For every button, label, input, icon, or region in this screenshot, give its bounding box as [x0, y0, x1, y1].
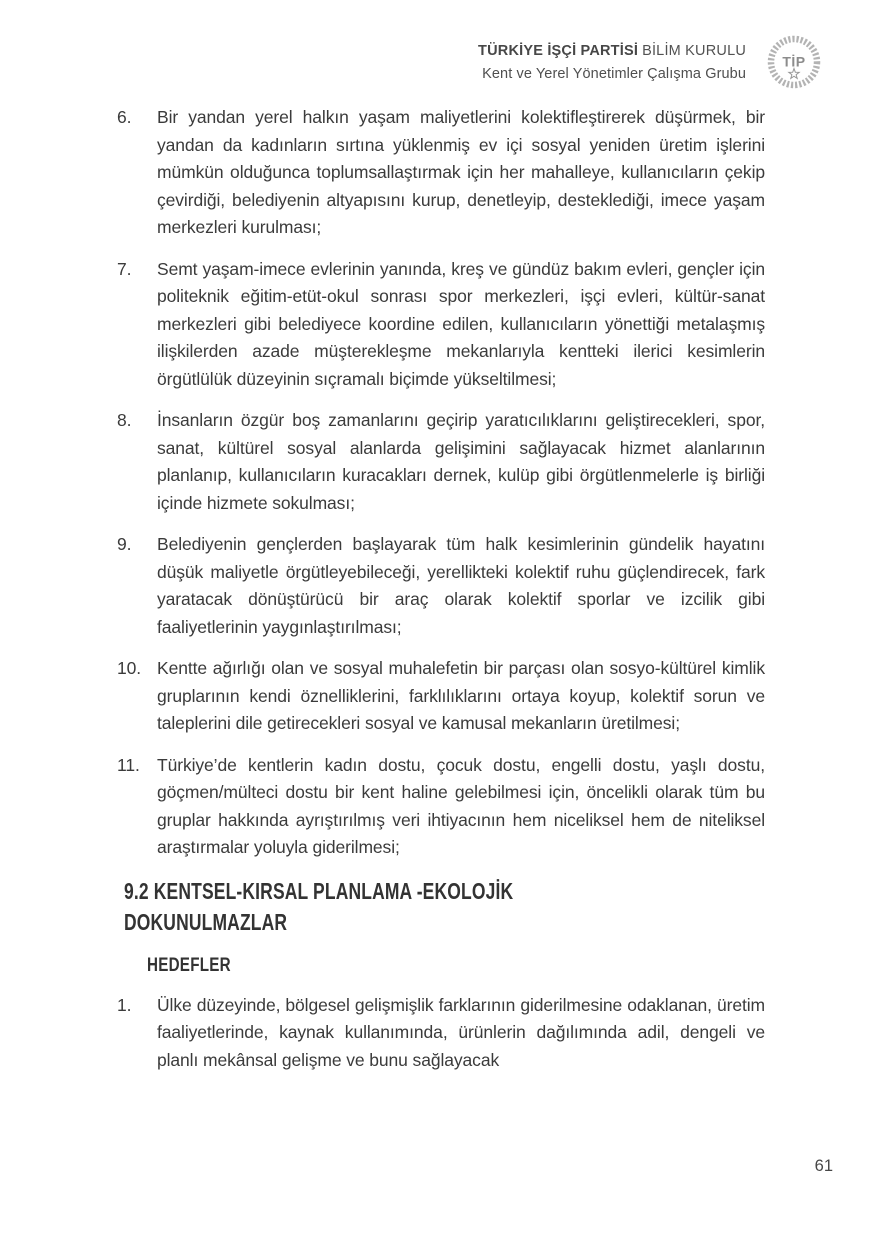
list-item-number: 1. — [117, 994, 132, 1015]
header-board-name: BİLİM KURULU — [642, 42, 746, 59]
page-number: 61 — [814, 1157, 833, 1175]
list-item-number: 6. — [117, 107, 132, 127]
list-item-text: İnsanların özgür boş zamanlarını geçirip yaratıcılıklarını geliştirecekleri, spor, sanat, kültürel sosyal alanlarda gelişimini sağlayacak hizmet alanlarının planlanıp, kullanıcıların kuracakları dernek, kulüp gibi örgütlenmelerle iş birliği içinde hizmete sokulması; — [157, 410, 765, 513]
goal-item-1 — [117, 992, 765, 1075]
list-item-number: 11. — [117, 754, 140, 775]
list-item-number: 8. — [117, 410, 132, 430]
list-item-6 — [117, 104, 765, 242]
list-item-number: 10. — [117, 658, 142, 678]
list-item-text: Belediyenin gençlerden başlayarak tüm halk kesimlerinin gündelik hayatını düşük maliyetle örgütleyebileceği, yerellikteki kolektif ruhu güçlendirecek, fark yaratacak dönüştürücü bir araç olarak kolektif sporlar ve izcilik gibi faaliyetlerinin yaygınlaştırılması; — [157, 534, 765, 637]
document-body — [117, 104, 765, 1088]
header-workgroup-subtitle: Kent ve Yerel Yönetimler Çalışma Grubu — [482, 65, 746, 82]
list-item-text: Bir yandan yerel halkın yaşam maliyetlerini kolektifleştirerek düşürmek, bir yandan da kadınların sırtına yüklenmiş ev içi sosyal yeniden üretim işlerini mümkün olduğunca toplumsallaştırmak için her mahalleye, kullanıcıların çekip çevirdiği, belediyenin altyapısını kurup, denetleyip, desteklediği, imece yaşam merkezleri kurulması; — [157, 107, 765, 237]
header-text-block — [478, 43, 746, 82]
header-party-name: TÜRKİYE İŞÇİ PARTİSİ — [478, 42, 639, 59]
section-subheading-hedefler: HEDEFLER — [147, 954, 231, 976]
goals-list — [117, 992, 765, 1075]
list-item-number: 7. — [117, 258, 132, 279]
page-header — [0, 34, 822, 90]
list-item-text: Türkiye’de kentlerin kadın dostu, çocuk dostu, engelli dostu, yaşlı dostu, göçmen/mülteci dostu bir kent haline gelebilmesi için, öncelikli olarak tüm bu gruplar hakkında ayrıştırılmış veri ihtiyacının hem niceliksel hem de niteliksel araştırmalar yoluyla giderilmesi; — [157, 754, 765, 857]
list-item-10 — [117, 655, 765, 738]
header-org-title — [478, 43, 746, 59]
section-heading: 9.2 KENTSEL-KIRSAL PLANLAMA -EKOLOJİK DOKUNULMAZLAR — [124, 877, 514, 935]
list-item-8 — [117, 407, 765, 517]
logo-text: TİP — [782, 53, 806, 70]
tip-party-logo-icon — [766, 34, 822, 90]
list-item-7 — [117, 256, 765, 394]
list-item-11 — [117, 752, 765, 862]
tip-logo-svg — [766, 34, 822, 90]
list-item-text: Semt yaşam-imece evlerinin yanında, kreş ve gündüz bakım evleri, gençler için politeknik eğitim-etüt-okul sonrası spor merkezleri, işçi evleri, kültür-sanat merkezleri gibi belediyece koordine edilen, kullanıcıların yönettiği metalaşmış ilişkilerden azade müşterekleşme mekanlarıyla kentteki ilerici kesimlerin örgütlülük düzeyinin sıçramalı biçimde yükseltilmesi; — [157, 258, 765, 389]
list-item-number: 9. — [117, 534, 132, 554]
list-item-text: Kentte ağırlığı olan ve sosyal muhalefetin bir parçası olan sosyo-kültürel kimlik gruplarının kendi öznelliklerini, farklılıklarını ortaya koyup, kolektif sorun ve taleplerini dile getirecekleri sosyal ve kamusal mekanların üretilmesi; — [157, 658, 765, 733]
list-item-9 — [117, 531, 765, 641]
list-item-text: Ülke düzeyinde, bölgesel gelişmişlik farklarının giderilmesine odaklanan, üretim faaliyetlerinde, kaynak kullanımında, ürünlerin dağılımında adil, dengeli ve planlı mekânsal gelişme ve bunu sağlayacak — [157, 994, 765, 1070]
